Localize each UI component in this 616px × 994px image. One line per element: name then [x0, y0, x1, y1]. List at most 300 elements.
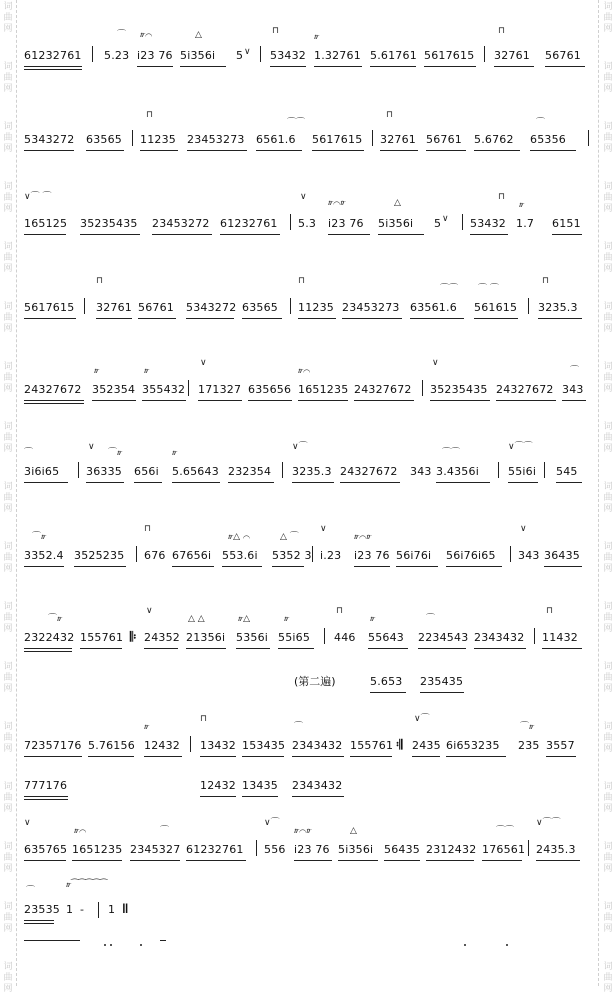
underline: [314, 66, 362, 67]
score-line-2: [22, 110, 594, 165]
note-group: 61232761: [24, 49, 82, 62]
underline: [292, 482, 334, 483]
underline: [24, 400, 84, 401]
underline: [138, 318, 176, 319]
watermark-char: 网: [3, 684, 13, 694]
underline: [152, 234, 212, 235]
fermata-mark: ⌒: [117, 30, 127, 40]
watermark-char: 网: [603, 504, 613, 514]
note-group: 11432: [542, 631, 578, 644]
underline: [74, 566, 126, 567]
watermark-char: 曲: [3, 793, 13, 803]
note-group: 155761: [80, 631, 124, 644]
underline: [474, 648, 526, 649]
note-group: 3557: [546, 739, 575, 752]
breath-fermata-mark: ∨⌒: [414, 714, 430, 724]
note-group: 23453273: [342, 301, 400, 314]
watermark-char: 词: [3, 122, 13, 132]
note-group: 5i356i: [378, 217, 414, 230]
upbow-trill-mark: ⊓: [546, 606, 554, 616]
underline: [556, 482, 582, 483]
breath-mark: ∨: [520, 524, 527, 534]
accent-mark: △ △: [188, 614, 205, 624]
watermark-char: 词: [3, 962, 13, 972]
underline: [368, 648, 408, 649]
underline: [186, 318, 234, 319]
note-group: 171327: [198, 383, 242, 396]
barline: [190, 736, 191, 752]
fermata-mark: ⌒: [426, 614, 436, 624]
fermata-mark: ⌒: [536, 118, 546, 128]
watermark-char: 网: [3, 744, 13, 754]
score-line-1: [22, 26, 594, 85]
note-group: 343: [562, 383, 584, 396]
watermark-char: 网: [603, 804, 613, 814]
underline: [538, 318, 582, 319]
underline: [424, 66, 476, 67]
note-group: 5617615: [312, 133, 363, 146]
trill-tie-mark: 𝆖⁀⁀⁀⁀⁀: [66, 880, 108, 890]
watermark-char: 词: [603, 242, 613, 252]
underline: [370, 66, 416, 67]
note-group: 3352.4: [24, 549, 64, 562]
underline: [470, 234, 508, 235]
underline: [186, 648, 226, 649]
note-group: 5617615: [24, 301, 75, 314]
watermark-char: 词: [603, 602, 613, 612]
trill-fermata-mark: 𝆖⌒𝆖: [294, 826, 312, 836]
note-group: 24352: [144, 631, 180, 644]
underline: [172, 482, 220, 483]
note-group: 153435: [242, 739, 286, 752]
watermark-char: 曲: [3, 253, 13, 263]
underline: [220, 234, 280, 235]
note-group: 13432: [200, 739, 236, 752]
upbow-mark: ⊓: [498, 26, 506, 36]
note-group: 3.4356i: [436, 465, 479, 478]
upbow-trill-mark: ⊓: [96, 276, 104, 286]
underline: [198, 400, 242, 401]
barline: [534, 628, 535, 644]
watermark-char: 曲: [3, 493, 13, 503]
underline: [430, 400, 490, 401]
underline: [24, 318, 76, 319]
watermark-char: 曲: [3, 313, 13, 323]
watermark-char: 曲: [3, 433, 13, 443]
note-group: 352354: [92, 383, 136, 396]
upbow-mark: ⊓: [144, 524, 152, 534]
underline: [546, 756, 576, 757]
barline: [92, 46, 93, 62]
underline: [96, 318, 132, 319]
note-group: 777176: [24, 779, 68, 792]
trill-fermata-mark: 𝆖△ ⌒: [228, 532, 251, 542]
watermark-char: 曲: [3, 613, 13, 623]
underline: [350, 756, 392, 757]
note-group: 545: [556, 465, 578, 478]
underline: [412, 756, 440, 757]
fermata-trill-mark: ⌒𝆖: [32, 532, 47, 542]
note-group: 155761: [350, 739, 394, 752]
note-group: 23453273: [187, 133, 245, 146]
watermark-char: 曲: [603, 733, 613, 743]
watermark-char: 词: [603, 62, 613, 72]
trill-mark: 𝆖: [519, 200, 525, 210]
note-group: 72357176: [24, 739, 82, 752]
note-group: 67656i: [172, 549, 212, 562]
underline: [536, 860, 580, 861]
note-group: 55643: [368, 631, 404, 644]
note-group: 5352 3: [272, 549, 312, 562]
note-group: 561615: [474, 301, 518, 314]
note-group: 343: [410, 465, 432, 478]
watermark-char: 网: [603, 204, 613, 214]
note-group: 1.7: [516, 217, 535, 230]
note-group: 12432: [144, 739, 180, 752]
watermark-char: 词: [3, 362, 13, 372]
fermata-mark: ⌒: [24, 448, 34, 458]
underline: [88, 756, 134, 757]
score-line-5: [22, 358, 594, 413]
breath-mark: ∨: [88, 442, 95, 452]
note-group: 24327672: [24, 383, 82, 396]
underline: [24, 482, 68, 483]
accent-mark: △: [350, 826, 357, 836]
watermark-char: 网: [603, 264, 613, 274]
note-group: 53432: [470, 217, 506, 230]
dash: -: [80, 903, 85, 916]
underline: [380, 150, 418, 151]
note-group: i23 76: [354, 549, 390, 562]
note-group: 36435: [544, 549, 580, 562]
watermark-char: 网: [603, 744, 613, 754]
barline: [510, 546, 511, 562]
note-group: 656i: [134, 465, 159, 478]
underline: [544, 566, 582, 567]
note-group: 3i6i65: [24, 465, 60, 478]
note-group: 5.61761: [370, 49, 417, 62]
watermark-char: 曲: [603, 13, 613, 23]
breath-fermata-mark: ∨⌒⌒: [536, 818, 561, 828]
underline: [338, 860, 378, 861]
note-group: 36335: [86, 465, 122, 478]
underline: [552, 234, 582, 235]
underline: [328, 234, 370, 235]
watermark-char: 词: [603, 2, 613, 12]
score-line-10: [22, 816, 594, 871]
note-group: 2234543: [418, 631, 469, 644]
watermark-char: 网: [3, 804, 13, 814]
watermark-char: 词: [3, 482, 13, 492]
underline: [248, 400, 292, 401]
watermark-char: 网: [3, 204, 13, 214]
fermata-mark: ⌒⌒: [440, 284, 459, 294]
watermark-char: 词: [3, 242, 13, 252]
watermark-char: 词: [3, 302, 13, 312]
watermark-char: 曲: [3, 193, 13, 203]
upbow-trill-mark: ⊓: [336, 606, 344, 616]
watermark-char: 词: [603, 962, 613, 972]
trill-mark: 𝆖: [284, 614, 290, 624]
watermark-char: 曲: [3, 913, 13, 923]
note-group: 56761: [426, 133, 462, 146]
watermark-char: 网: [3, 624, 13, 634]
breath-fermata-mark: ∨⌒: [264, 818, 280, 828]
dot: [140, 944, 142, 946]
fermata-trill-mark: ⌒𝆖: [520, 722, 535, 732]
score-line-7: [22, 522, 594, 577]
note-group: 553.6i: [222, 549, 258, 562]
note-group: 165125: [24, 217, 68, 230]
watermark-char: 词: [603, 302, 613, 312]
underline: [242, 796, 278, 797]
underline: [24, 940, 80, 941]
underline: [562, 400, 586, 401]
underline: [24, 756, 82, 757]
note-group: 24327672: [340, 465, 398, 478]
note-group: 5.3: [298, 217, 317, 230]
trill-accent-mark: 𝆖△: [238, 614, 251, 624]
watermark-char: 曲: [603, 973, 613, 983]
underline: [80, 648, 122, 649]
watermark-char: 词: [3, 182, 13, 192]
watermark-char: 网: [603, 864, 613, 874]
underline: [24, 651, 72, 652]
underline: [24, 860, 66, 861]
trill-fermata-mark: 𝆖⌒: [298, 366, 311, 376]
watermark-char: 词: [3, 902, 13, 912]
underline: [142, 400, 186, 401]
watermark-char: 词: [3, 722, 13, 732]
underline: [278, 648, 314, 649]
watermark-char: 词: [3, 62, 13, 72]
second-pass-caption: (第二遍): [294, 675, 336, 688]
underline: [474, 150, 520, 151]
watermark-left: [2, 0, 14, 994]
note-group: 56i76i: [396, 549, 432, 562]
breath-mark: ∨: [24, 818, 31, 828]
underline: [222, 566, 262, 567]
trill-fermata-mark: 𝆖⌒𝆖: [354, 532, 372, 542]
underline: [24, 66, 82, 67]
breath-mark: ∨: [300, 192, 307, 202]
underline: [80, 234, 140, 235]
underline: [200, 796, 236, 797]
watermark-char: 网: [603, 84, 613, 94]
watermark-char: 词: [603, 362, 613, 372]
watermark-char: 曲: [603, 193, 613, 203]
fermata-mark: ⌒: [294, 722, 304, 732]
note-group: 556: [264, 843, 286, 856]
watermark-char: 曲: [3, 973, 13, 983]
breath-fermata-mark: ∨⌒ ⌒: [24, 192, 52, 202]
score-line-4: [22, 276, 594, 331]
note-group: 12432: [200, 779, 236, 792]
note-group: 65356: [530, 133, 566, 146]
watermark-char: 网: [3, 324, 13, 334]
watermark-char: 网: [3, 864, 13, 874]
underline: [418, 648, 466, 649]
underline: [24, 150, 74, 151]
note-group: 63561.6: [410, 301, 457, 314]
underline: [446, 566, 502, 567]
note-group: 5i356i: [180, 49, 216, 62]
watermark-char: 曲: [3, 73, 13, 83]
left-margin-line: [16, 0, 18, 986]
note-group: 32761: [96, 301, 132, 314]
note-group: 3525235: [74, 549, 125, 562]
barline: [188, 380, 189, 396]
underline: [172, 566, 214, 567]
underline: [180, 66, 226, 67]
watermark-char: 词: [603, 182, 613, 192]
note-group: i23 76: [328, 217, 364, 230]
barline: [462, 214, 463, 230]
note-group: 355432: [142, 383, 186, 396]
watermark-char: 网: [3, 144, 13, 154]
barline: [588, 130, 589, 146]
watermark-char: 词: [603, 542, 613, 552]
barline: [498, 462, 499, 478]
underline: [272, 566, 304, 567]
note-group: i23 76: [137, 49, 173, 62]
dot: [464, 944, 466, 946]
barline: [290, 298, 291, 314]
accent-mark: △: [394, 198, 401, 208]
score-line-11: [22, 880, 594, 950]
underline: [482, 860, 522, 861]
watermark-char: 词: [3, 602, 13, 612]
barline: [132, 130, 133, 146]
underline: [312, 150, 364, 151]
barline: [528, 840, 529, 856]
note-group: 2435.3: [536, 843, 576, 856]
watermark-char: 网: [3, 924, 13, 934]
barline: [312, 546, 313, 562]
watermark-char: 网: [603, 324, 613, 334]
trill-mark: 𝆖: [370, 614, 376, 624]
score-line-8: [22, 604, 594, 659]
barline: [290, 214, 291, 230]
repeat-end-sign: 𝄇: [396, 737, 403, 752]
note-group: 635765: [24, 843, 68, 856]
watermark-char: 词: [603, 782, 613, 792]
underline: [24, 796, 68, 797]
watermark-char: 曲: [3, 13, 13, 23]
watermark-char: 网: [603, 444, 613, 454]
right-margin-line: [598, 0, 600, 986]
watermark-char: 网: [603, 924, 613, 934]
final-barline: ‖: [122, 901, 129, 916]
watermark-char: 曲: [3, 673, 13, 683]
watermark-char: 曲: [603, 493, 613, 503]
watermark-char: 网: [603, 684, 613, 694]
watermark-char: 词: [603, 482, 613, 492]
underline: [24, 799, 68, 800]
barline: [282, 462, 283, 478]
watermark-char: 曲: [3, 733, 13, 743]
trill-fermata-mark: 𝆖⌒: [74, 826, 87, 836]
underline: [86, 150, 124, 151]
dot: [506, 944, 508, 946]
watermark-char: 曲: [3, 373, 13, 383]
underline: [72, 860, 122, 861]
underline: [354, 566, 390, 567]
breath-mark: ∨: [432, 358, 439, 368]
accent-mark: △: [195, 30, 202, 40]
underline: [292, 796, 344, 797]
watermark-char: 网: [3, 264, 13, 274]
dot: [110, 944, 112, 946]
breath-mark: ∨: [146, 606, 153, 616]
dot: [104, 944, 106, 946]
fermata-mark: ⌒⌒: [496, 826, 515, 836]
note-group: 23453272: [152, 217, 210, 230]
watermark-char: 网: [3, 564, 13, 574]
upbow-mark: ⊓: [272, 26, 280, 36]
note-group: 635656: [248, 383, 292, 396]
note-group: 5.76156: [88, 739, 135, 752]
breath-mark: ∨: [442, 214, 449, 224]
note-group: 11235: [140, 133, 176, 146]
underline: [270, 66, 306, 67]
note-group: 56761: [138, 301, 174, 314]
upbow-trill-mark: ⊓: [298, 276, 306, 286]
note-group: 2312432: [426, 843, 477, 856]
note-group: 35235435: [80, 217, 138, 230]
score-line-6: [22, 440, 594, 495]
trill-mark: 𝆖: [144, 366, 150, 376]
watermark-char: 词: [3, 842, 13, 852]
note-group: 1: [66, 903, 74, 916]
underline: [140, 150, 178, 151]
watermark-char: 网: [3, 984, 13, 994]
breath-fermata-mark: ∨: [320, 524, 327, 534]
watermark-char: 词: [603, 422, 613, 432]
watermark-char: 词: [603, 662, 613, 672]
watermark-char: 曲: [603, 613, 613, 623]
note-group: 1.32761: [314, 49, 361, 62]
note-group: 56761: [545, 49, 581, 62]
barline: [528, 298, 529, 314]
note-group: 5: [434, 217, 442, 230]
alternate-line: [22, 770, 594, 806]
note-group: 55i6i: [508, 465, 537, 478]
underline: [130, 860, 180, 861]
watermark-char: 曲: [603, 433, 613, 443]
underline: [24, 923, 54, 924]
watermark-char: 网: [3, 24, 13, 34]
note-group: 343: [518, 549, 540, 562]
underline: [24, 403, 84, 404]
note-group: 5.23: [104, 49, 130, 62]
watermark-char: 曲: [603, 133, 613, 143]
watermark-char: 曲: [603, 373, 613, 383]
underline: [292, 756, 344, 757]
score-line-3: [22, 192, 594, 247]
trill-fermata-mark: ⌒𝆖: [108, 448, 123, 458]
barline: [544, 462, 545, 478]
underline: [298, 318, 336, 319]
fermata-mark: ⌒: [26, 886, 36, 896]
note-group: 13435: [242, 779, 278, 792]
fermata-mark: ⌒: [570, 366, 580, 376]
underline: [410, 318, 464, 319]
watermark-right: [602, 0, 614, 994]
underline: [530, 150, 576, 151]
underline: [86, 482, 124, 483]
barline: [372, 130, 373, 146]
